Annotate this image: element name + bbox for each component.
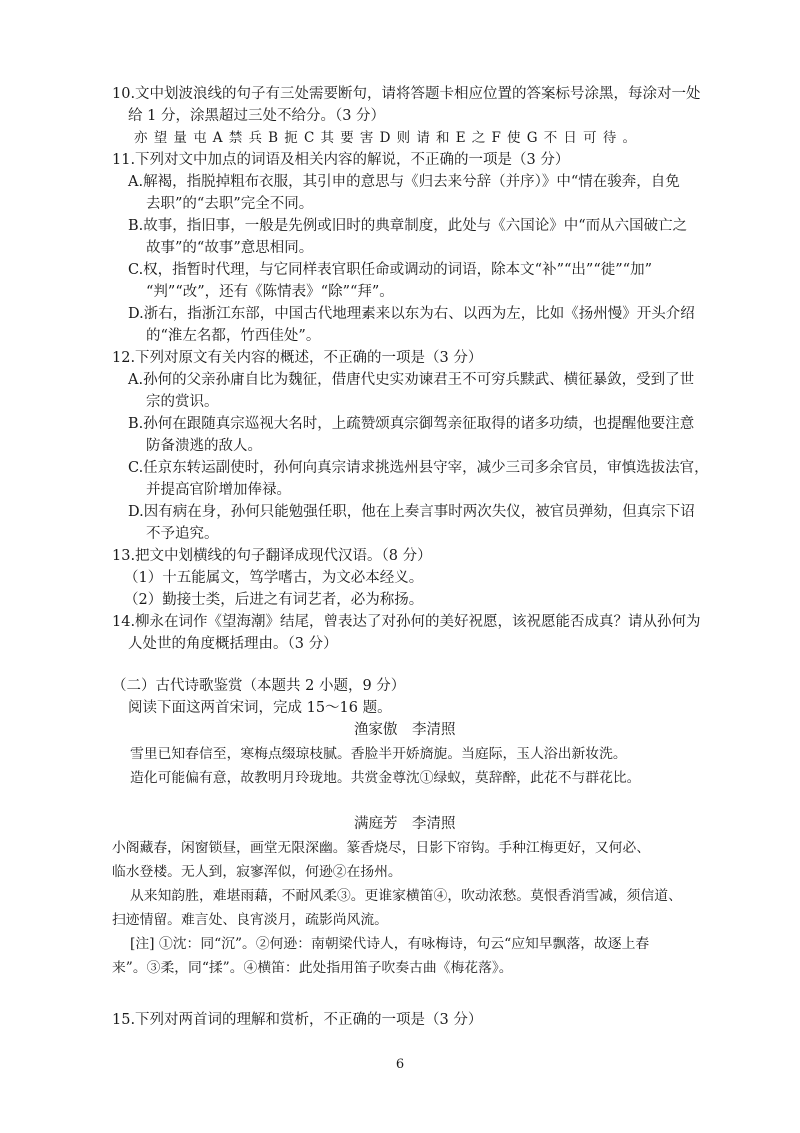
q11-stem: 11.下列对文中加点的词语及相关内容的解说，不正确的一项是（3 分） <box>112 152 570 168</box>
q13-stem: 13.把文中划横线的句子翻译成现代汉语。（8 分） <box>112 548 432 564</box>
q12-option-a-line1: A.孙何的父亲孙庸自比为魏征，借唐代史实劝谏君王不可穷兵黩武、横征暴敛，受到了世 <box>128 372 695 388</box>
q10-choices: 亦望量屯A禁兵B扼C其要害D则请和E之F使G不日可待。 <box>134 130 643 146</box>
poem1-line1: 雪里已知春信至，寒梅点缀琼枝腻。香脸半开娇旖旎。当庭际，玉人浴出新妆洗。 <box>130 746 627 762</box>
q11-option-a-line1: A.解褐，指脱掉粗布衣服，其引申的意思与《归去来兮辞（并序）》中“情在骏奔，自免 <box>128 174 680 190</box>
q11-option-c-line2: “判”“改”，还有《陈情表》“除”“拜”。 <box>146 284 394 300</box>
q12-option-d-line1: D.因有病在身，孙何只能勉强任职，他在上奏言事时两次失仪，被官员弹劾，但真宗下诏 <box>128 504 695 520</box>
q12-option-c-line1: C.任京东转运副使时，孙何向真宗请求挑选州县守宰，减少三司多余官员，审慎选拔法官， <box>128 460 709 476</box>
q11-option-b-line2: 故事”的“故事”意思相同。 <box>146 240 314 256</box>
q11-option-d-line2: 的“淮左名都，竹西佳处”。 <box>146 328 321 344</box>
q12-option-b-line1: B.孙何在跟随真宗巡视大名时，上疏赞颂真宗御驾亲征取得的诸多功绩，也提醒他要注意 <box>128 416 695 432</box>
notes-line1: [注] ①沈：同“沉”。②何逊：南朝梁代诗人，有咏梅诗，句云“应知早飘落，故逐上春 <box>130 936 650 952</box>
section-heading: （二）古代诗歌鉴赏（本题共 2 小题，9 分） <box>112 678 406 694</box>
q13-sentence-2: （2）勤接士类，后进之有词艺者，必为称扬。 <box>124 592 424 608</box>
q12-option-a-line2: 宗的赏识。 <box>146 394 219 410</box>
q14-line1: 14.柳永在词作《望海潮》结尾，曾表达了对孙何的美好祝愿，该祝愿能否成真？请从孙何为 <box>112 614 701 630</box>
poem2-line2: 临水登楼。无人到，寂寥浑似，何逊②在扬州。 <box>112 864 402 880</box>
poem1-line2: 造化可能偏有意，故教明月玲珑地。共赏金尊沈①绿蚁，莫辞醉，此花不与群花比。 <box>130 770 641 786</box>
q10-line2: 给 1 分，涂黑超过三处不给分。（3 分） <box>128 108 386 124</box>
q14-line2: 人处世的角度概括理由。（3 分） <box>128 636 338 652</box>
q11-option-d-line1: D.浙右，指浙江东部，中国古代地理素来以东为右、以西为左，比如《扬州慢》开头介绍 <box>128 306 695 322</box>
q11-option-a-line2: 去职”的“去职”完全不同。 <box>146 196 314 212</box>
poem2-title: 满庭芳 李清照 <box>354 816 456 832</box>
q11-option-c-line1: C.权，指暂时代理，与它同样表官职任命或调动的词语，除本文“补”“出”“徙”“加” <box>128 262 652 278</box>
q12-option-d-line2: 不予追究。 <box>146 526 219 542</box>
q15-stem: 15.下列对两首词的理解和赏析，不正确的一项是（3 分） <box>112 1012 483 1028</box>
notes-line2: 来”。③柔，同“揉”。④横笛：此处指用笛子吹奏古曲《梅花落》。 <box>112 960 513 976</box>
section-intro: 阅读下面这两首宋词，完成 15～16 题。 <box>128 700 392 716</box>
poem2-line4: 扫迹情留。难言处、良宵淡月，疏影尚风流。 <box>112 912 388 928</box>
poem2-line3: 从来知韵胜，难堪雨藉，不耐风柔③。更谁家横笛④，吹动浓愁。莫恨香消雪减，须信道、 <box>130 888 682 904</box>
q10-line1: 10.文中划波浪线的句子有三处需要断句，请将答题卡相应位置的答案标号涂黑，每涂对一处 <box>112 86 701 102</box>
q13-sentence-1: （1）十五能属文，笃学嗜古，为文必本经义。 <box>124 570 424 586</box>
page-number: 6 <box>395 1057 405 1072</box>
q12-option-c-line2: 并提高官阶增加俸禄。 <box>146 482 291 498</box>
poem2-line1: 小阁藏春，闲窗锁昼，画堂无限深幽。篆香烧尽，日影下帘钩。手种江梅更好，又何必、 <box>112 840 651 856</box>
q12-option-b-line2: 防备溃逃的敌人。 <box>146 438 262 454</box>
poem1-title: 渔家傲 李清照 <box>354 722 456 738</box>
q11-option-b-line1: B.故事，指旧事，一般是先例或旧时的典章制度，此处与《六国论》中“而从六国破亡之 <box>128 218 688 234</box>
q12-stem: 12.下列对原文有关内容的概述，不正确的一项是（3 分） <box>112 350 483 366</box>
